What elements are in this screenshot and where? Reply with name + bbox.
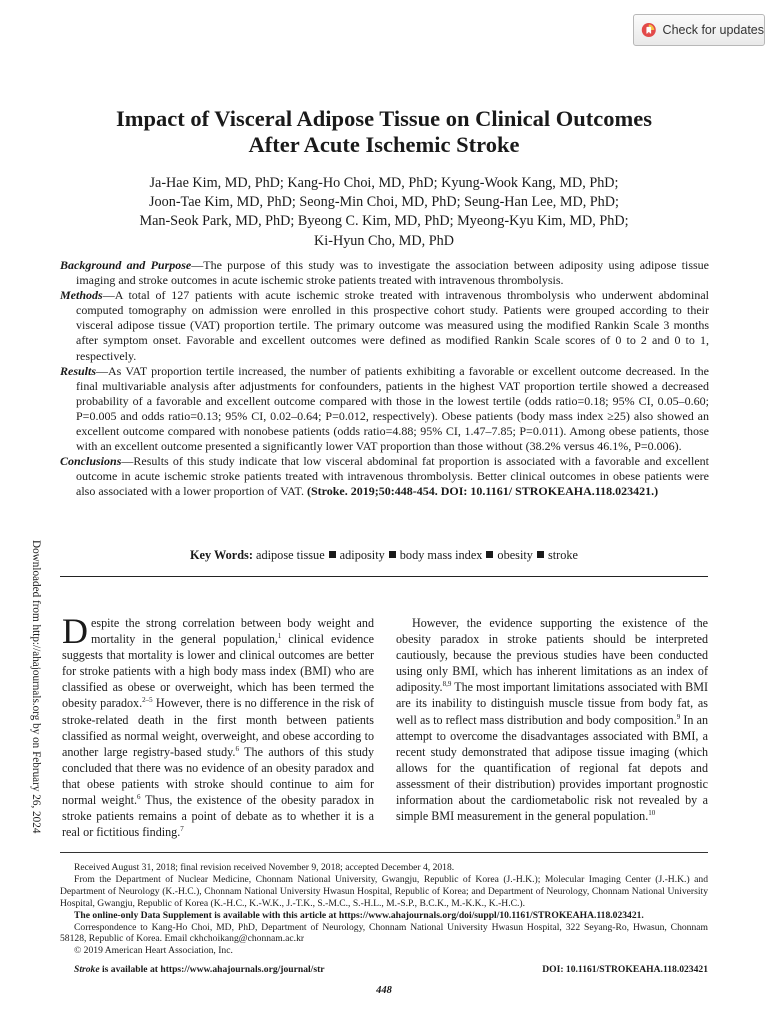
abstract-results <box>60 364 709 455</box>
drop-cap: D <box>62 611 88 651</box>
reference-mark: 10 <box>648 809 656 818</box>
download-sidebar-text: Downloaded from http://ahajournals.org by on February 26, 2024 <box>30 540 42 834</box>
body-text: The most important limitations associated with BMI are its inability to distinguish muscle tissue from body fat, as well as to reflect mass distribution and body composition. <box>396 680 708 727</box>
background-text: —The purpose of this study was to investigate the association between adiposity using adipose tissue imaging and stroke outcomes in acute ischemic stroke patients treated with intravenous thrombolysis. <box>76 258 709 288</box>
affiliations: From the Department of Nuclear Medicine, Chonnam National University, Gwangju, Republic of Korea (J.-H.K.); Molecular Imaging Center (J.-H.K.) and Department of Neurology (K.-H.C.), Chonnam National University Hwasun Hospital, Republic of Korea; and Department of Neurology, Chonnam National University Hospital, Gwangju, Republic of Korea (K.-H.C., K.-W.K., J.-T.K., S.-M.C., S.-H.L., M.-S.P., B.C.K., M.-K.K., K.-H.C.). <box>60 873 708 909</box>
body-text: In an attempt to overcome the disadvantages associated with BMI, a recent study demonstrated that adipose tissue imaging (which allows for the quantification of regional fat depots and assessment of their distribution) provides important prognostic information about the cardiometabolic risk not revealed by a simple BMI measurement in the general population. <box>396 712 708 824</box>
conclusions-label: Conclusions <box>60 454 122 469</box>
keywords-label: Key Words: <box>189 548 253 562</box>
body-text: The authors of this study concluded that there was no evidence of an obesity paradox and that obese patients with stroke should continue to aim for normal weight. <box>62 744 374 808</box>
abstract-background <box>60 258 709 288</box>
journal-availability <box>74 964 325 975</box>
reference-mark: 6 <box>137 793 141 801</box>
square-bullet-icon <box>537 551 544 558</box>
results-text: —As VAT proportion tertile increased, the number of patients exhibiting a favorable or excellent outcome decreased. In the final multivariable analysis after adjustments for confounders, patients in the highest VAT proportion tertile showed a decreased probability of a favorable and excellent outcome compared with those in the lowest tertile (odds ratio=0.18; 95% CI, 0.05–0.60; P=0.005 and odds ratio=0.13; 95% CI, 0.02–0.64; P=0.012, respectively). Obese patients (body mass index ≥25) also showed an excellent outcome compared with nonobese patients (odds ratio=4.88; 95% CI, 1.47–7.85; P=0.011). Among obese patients, those with an excellent outcome presented a significantly lower VAT proportion than those without (38.2% versus 46.1%, P=0.006). <box>76 363 709 454</box>
keyword: body mass index <box>399 548 483 562</box>
title-line-1: Impact of Visceral Adipose Tissue on Clinical Outcomes <box>115 106 653 131</box>
reference-mark: 7 <box>180 825 184 834</box>
keyword: obesity <box>497 548 533 562</box>
body-text: espite the strong correlation between body weight and mortality in the general population, <box>91 616 374 647</box>
footnotes <box>60 862 708 957</box>
keyword: stroke <box>547 548 579 562</box>
methods-label: Methods <box>60 288 103 303</box>
footer-doi: DOI: 10.1161/STROKEAHA.118.023421 <box>542 964 708 975</box>
results-label: Results <box>60 363 97 378</box>
author-line: Ki-Hyun Cho, MD, PhD <box>314 232 454 249</box>
body-column-right <box>396 615 708 824</box>
background-label: Background and Purpose <box>60 258 192 272</box>
reference-mark: 8,9 <box>442 680 452 689</box>
body-paragraph <box>396 615 708 824</box>
paper-title <box>60 106 708 158</box>
body-text: However, there is no difference in the risk of stroke-related death in the first month between patients classified as normal weight, overweight, and obese according to another large registry-based study. <box>62 696 375 759</box>
page-number: 448 <box>376 985 392 996</box>
body-text: clinical evidence suggests that mortality is lower and clinical outcomes are better for stroke patients with a high body mass index (BMI) who are classified as obese or overweight, which has been termed the obesity paradox. <box>62 632 375 711</box>
footnote-divider <box>60 852 708 853</box>
section-divider <box>60 576 708 577</box>
check-for-updates-label: Check for updates <box>662 23 764 37</box>
citation: (Stroke. 2019;50:448-454. DOI: 10.1161/ STROKEAHA.118.023421.) <box>306 484 659 499</box>
supplement-note: The online-only Data Supplement is available with this article at https://www.ahajournals.org/doi/suppl/10.1161/STROKEAHA.118.023421. <box>74 909 644 921</box>
journal-name: Stroke <box>74 964 100 975</box>
abstract-methods <box>60 288 709 363</box>
body-column-left <box>62 611 375 840</box>
check-for-updates-icon <box>641 21 657 39</box>
square-bullet-icon <box>389 551 396 558</box>
received-dates: Received August 31, 2018; final revision received November 9, 2018; accepted December 4, 2018. <box>74 862 455 873</box>
title-line-2: After Acute Ischemic Stroke <box>248 132 520 157</box>
keyword: adipose tissue <box>256 548 325 562</box>
reference-mark: 9 <box>676 712 681 721</box>
copyright: © 2019 American Heart Association, Inc. <box>74 945 233 957</box>
author-line: Joon-Tae Kim, MD, PhD; Seong-Min Choi, MD, PhD; Seung-Han Lee, MD, PhD; <box>149 194 619 211</box>
abstract-conclusions <box>60 454 709 499</box>
square-bullet-icon <box>329 551 336 558</box>
keyword: adiposity <box>339 548 385 562</box>
body-text: However, the evidence supporting the existence of the obesity paradox in stroke patients should be interpreted cautiously, because the previous studies have been conducted using only BMI, which has inherent limitations as an index of adiposity. <box>396 616 708 695</box>
methods-text: —A total of 127 patients with acute ischemic stroke treated with intravenous thrombolysis who underwent abdominal computed tomography on admission were enrolled in this prospective cohort study. Patients were grouped according to their visceral adipose tissue (VAT) proportion tertile. The primary outcome was measured using the modified Rankin Scale 3 months after symptom onset. Favorable and excellent outcomes were defined as modified Rankin Scale scores of 0 to 2 and 0 to 1, respectively. <box>76 288 709 363</box>
check-for-updates-button[interactable] <box>633 14 765 46</box>
reference-mark: 1 <box>277 632 282 641</box>
journal-url-text: is available at https://www.ahajournals.org/journal/str <box>99 964 325 975</box>
reference-mark: 6 <box>235 744 239 753</box>
square-bullet-icon <box>486 551 493 558</box>
reference-mark: 2–5 <box>142 696 153 705</box>
keywords <box>60 548 708 563</box>
correspondence: Correspondence to Kang-Ho Choi, MD, PhD, Department of Neurology, Chonnam National University Hwasun Hospital, 322 Seyang-Ro, Hwasun, Chonnam 58128, Republic of Korea. Email ckhchoikang@chonnam.ac.kr <box>60 921 708 945</box>
body-paragraph <box>62 611 375 840</box>
body-text: Thus, the existence of the obesity paradox in stroke patients remains a point of debate as to whether it is a real or fictitious finding. <box>62 793 375 840</box>
author-list <box>60 174 708 251</box>
author-line: Man-Seok Park, MD, PhD; Byeong C. Kim, MD, PhD; Myeong-Kyu Kim, MD, PhD; <box>139 213 629 230</box>
abstract <box>60 258 709 500</box>
conclusions-text: —Results of this study indicate that low visceral abdominal fat proportion is associated with a favorable and excellent outcome in acute ischemic stroke patients treated with intravenous thrombolysis. Better clinical outcomes in obese patients were also associated with a lower proportion of VAT. <box>76 454 709 499</box>
author-line: Ja-Hae Kim, MD, PhD; Kang-Ho Choi, MD, PhD; Kyung-Wook Kang, MD, PhD; <box>149 175 619 191</box>
